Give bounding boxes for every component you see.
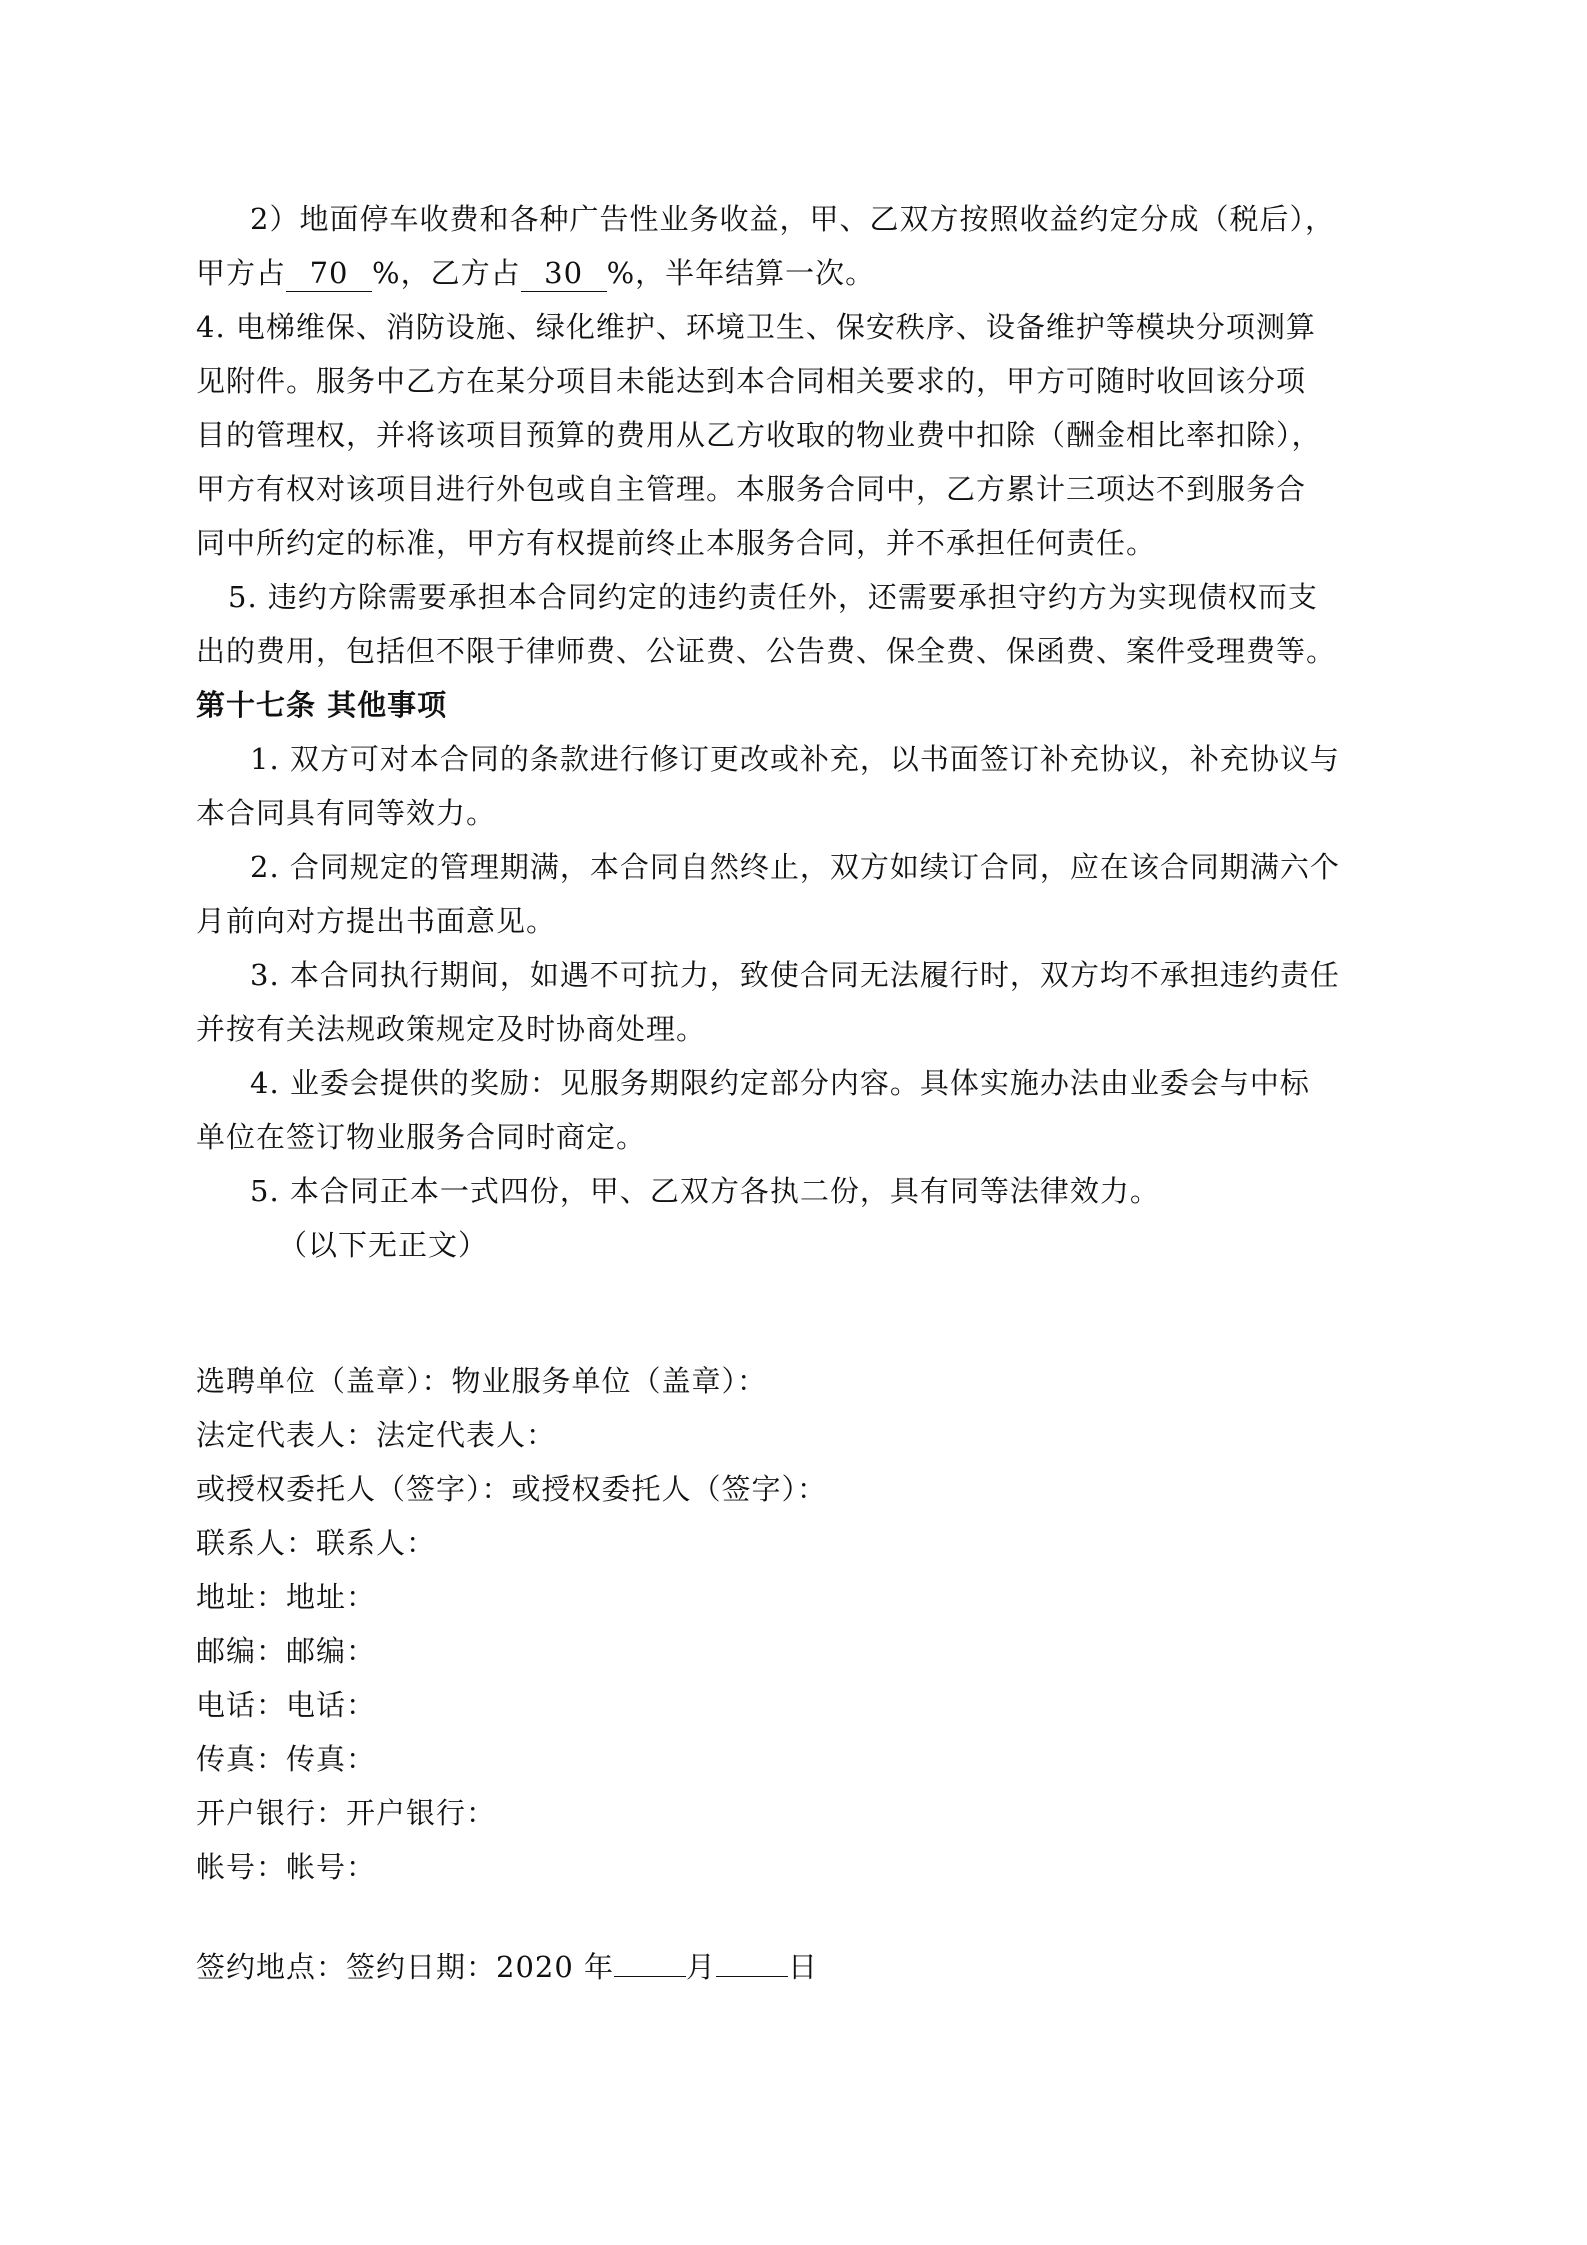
party-b-share-label: %，乙方占 xyxy=(372,256,521,290)
sign-place-date xyxy=(196,1940,818,1994)
signature-line-legal-rep: 法定代表人：法定代表人： xyxy=(196,1418,557,1452)
signature-line-contact: 联系人：联系人： xyxy=(196,1526,437,1560)
item-3-line-1: 3. 本合同执行期间，如遇不可抗力，致使合同无法履行时，双方均不承担违约责任 xyxy=(250,958,1340,992)
clause-5-line: 出的费用，包括但不限于律师费、公证费、公告费、保全费、保函费、案件受理费等。 xyxy=(196,634,1337,668)
clause-2-paragraph xyxy=(196,192,1396,300)
clause-4-paragraph xyxy=(196,300,1396,570)
clause-5-line: 5. 违约方除需要承担本合同约定的违约责任外，还需要承担守约方为实现债权而支 xyxy=(228,580,1318,614)
clause-4-line: 甲方有权对该项目进行外包或自主管理。本服务合同中，乙方累计三项达不到服务合 xyxy=(196,472,1307,506)
signature-line-postcode: 邮编：邮编： xyxy=(196,1634,377,1668)
signature-line-address: 地址：地址： xyxy=(196,1580,377,1614)
clause-4-line: 同中所约定的标准，甲方有权提前终止本服务合同，并不承担任何责任。 xyxy=(196,526,1157,560)
item-1-line-2: 本合同具有同等效力。 xyxy=(196,796,497,830)
clause-2-line-2 xyxy=(196,246,1396,300)
clause-5-paragraph xyxy=(196,570,1396,678)
sign-place-date-line xyxy=(196,1940,818,1994)
item-3-line-2: 并按有关法规政策规定及时协商处理。 xyxy=(196,1012,707,1046)
article-17-heading: 第十七条 其他事项 xyxy=(196,688,448,722)
sign-place-label: 签约地点：签约日期：2020 年 xyxy=(196,1950,615,1984)
clause-4-line: 4. 电梯维保、消防设施、绿化维护、环境卫生、保安秩序、设备维护等模块分项测算 xyxy=(196,310,1316,344)
party-b-share-value: 30 xyxy=(521,255,607,292)
clause-4-line: 见附件。服务中乙方在某分项目未能达到本合同相关要求的，甲方可随时收回该分项 xyxy=(196,364,1307,398)
sign-month-label: 月 xyxy=(686,1950,717,1984)
item-4-line-2: 单位在签订物业服务合同时商定。 xyxy=(196,1120,647,1154)
sign-month-blank xyxy=(614,1976,686,1977)
clause-4-line: 目的管理权，并将该项目预算的费用从乙方收取的物业费中扣除（酬金相比率扣除）， xyxy=(196,418,1322,452)
signature-line-unit: 选聘单位（盖章）：物业服务单位（盖章）： xyxy=(196,1364,768,1398)
item-5-line-1: 5. 本合同正本一式四份，甲、乙双方各执二份，具有同等法律效力。 xyxy=(250,1174,1160,1208)
item-2-line-2: 月前向对方提出书面意见。 xyxy=(196,904,557,938)
no-further-text: （以下无正文） xyxy=(278,1228,489,1262)
settlement-text: %，半年结算一次。 xyxy=(606,256,876,290)
clause-2-line-1: 2）地面停车收费和各种广告性业务收益，甲、乙双方按照收益约定分成（税后）， xyxy=(250,202,1335,236)
signature-line-bank: 开户银行：开户银行： xyxy=(196,1796,497,1830)
signature-block xyxy=(196,1354,827,1894)
party-a-share-value: 70 xyxy=(286,255,372,292)
party-a-share-label: 甲方占 xyxy=(196,256,287,290)
signature-line-phone: 电话：电话： xyxy=(196,1688,377,1722)
item-2-line-1: 2. 合同规定的管理期满，本合同自然终止，双方如续订合同，应在该合同期满六个 xyxy=(250,850,1340,884)
article-17-items xyxy=(196,732,1396,1272)
signature-line-authorized: 或授权委托人（签字）：或授权委托人（签字）： xyxy=(196,1472,828,1506)
sign-day-blank xyxy=(716,1976,788,1977)
signature-line-fax: 传真：传真： xyxy=(196,1742,377,1776)
item-1-line-1: 1. 双方可对本合同的条款进行修订更改或补充，以书面签订补充协议，补充协议与 xyxy=(250,742,1340,776)
sign-day-label: 日 xyxy=(788,1950,819,1984)
item-4-line-1: 4. 业委会提供的奖励：见服务期限约定部分内容。具体实施办法由业委会与中标 xyxy=(250,1066,1310,1100)
signature-line-account: 帐号：帐号： xyxy=(196,1850,377,1884)
